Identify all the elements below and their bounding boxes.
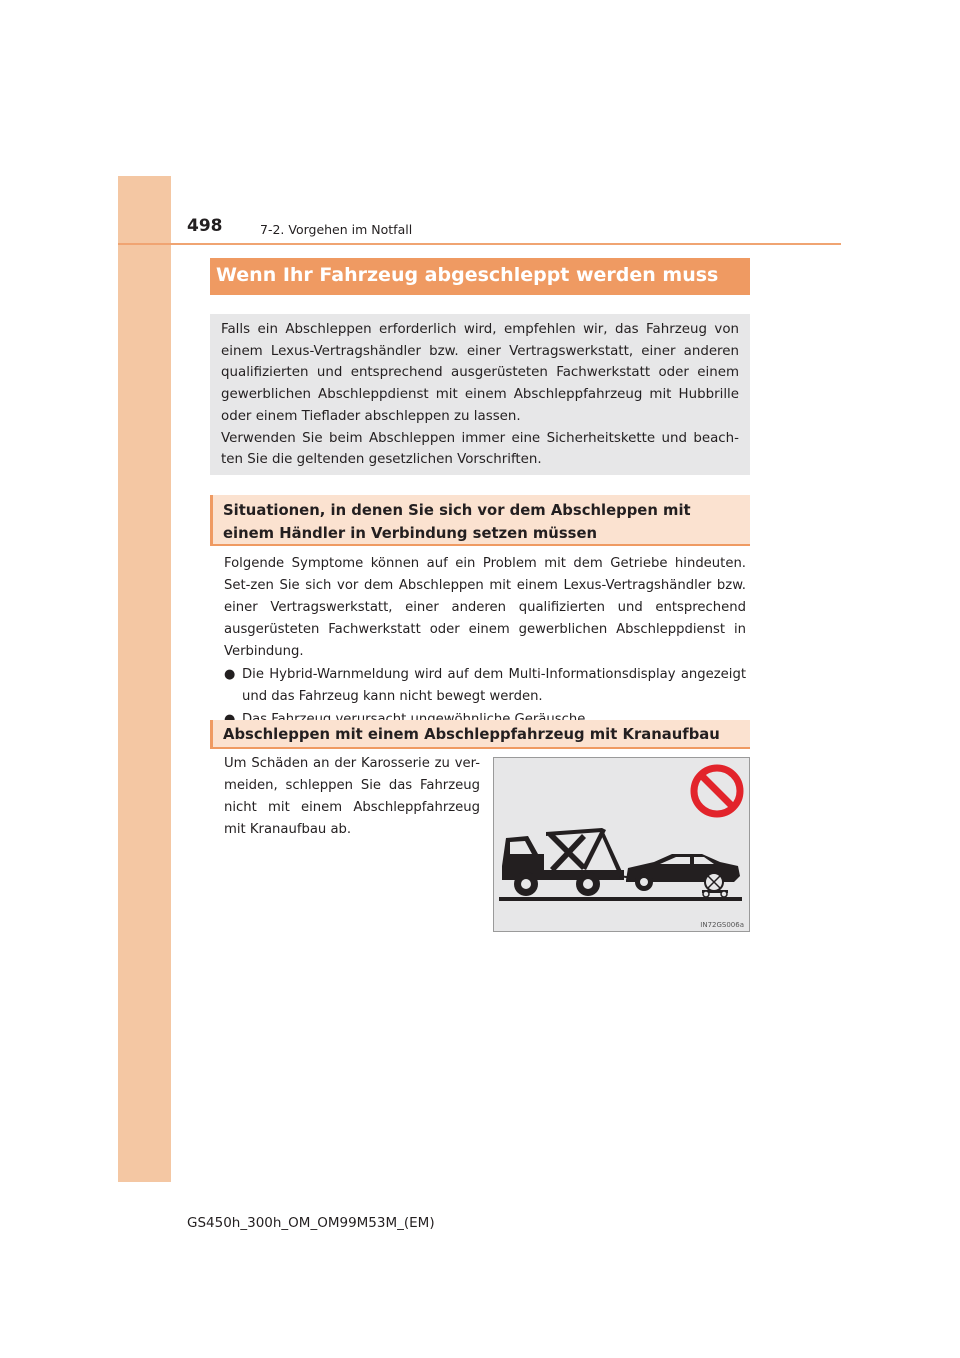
list-item-text: Die Hybrid-Warnmeldung wird auf dem Multi-Informationsdisplay angezeigt und das Fahrzeug kann nicht bewegt werden. xyxy=(242,667,746,704)
side-tab-strip xyxy=(118,176,171,1182)
main-title: Wenn Ihr Fahrzeug abgeschleppt werden muss xyxy=(216,264,719,286)
dealer-section-heading-text: Situationen, in denen Sie sich vor dem Abschleppen mit einem Händler in Verbindung setzen müssen xyxy=(223,502,691,542)
car-wheel-hub xyxy=(640,878,648,886)
crane-section-body xyxy=(224,753,480,841)
dealer-section-paragraph: Folgende Symptome können auf ein Problem mit dem Getriebe hindeuten. Set-zen Sie sich vor dem Abschleppen mit einem Lexus-Vertragshändler bzw. einer Vertragswerkstatt, einer anderen qualifizierten und entsprechend ausgerüsteten Fachwerkstatt oder einem gewerblichen Abschleppdienst in Verbindung. xyxy=(224,556,746,659)
truck-wheel-hub xyxy=(583,879,593,889)
tow-truck-drawing xyxy=(494,758,749,931)
crane-section-paragraph: Um Schäden an der Karosserie zu ver-meiden, schleppen Sie das Fahrzeug nicht mit einem Abschleppfahrzeug mit Kranaufbau ab. xyxy=(224,756,480,837)
footer-model-code: GS450h_300h_OM_OM99M53M_(EM) xyxy=(187,1215,435,1231)
page-number: 498 xyxy=(187,216,223,236)
intro-box xyxy=(210,314,750,475)
bullet-icon: ● xyxy=(224,667,236,682)
dealer-section-heading xyxy=(210,495,750,546)
truck-wheel-hub xyxy=(521,879,531,889)
figure-code: IN72GS006a xyxy=(700,921,744,929)
tow-truck-illustration xyxy=(493,757,750,932)
header-rule xyxy=(118,243,841,245)
crane-section-heading-text: Abschleppen mit einem Abschleppfahrzeug mit Kranaufbau xyxy=(223,726,720,743)
main-title-bar xyxy=(210,258,750,295)
intro-paragraph-1: Falls ein Abschleppen erforderlich wird, empfehlen wir, das Fahrzeug von einem Lexus-Vertragshändler bzw. einer Vertragswerkstatt, einer anderen qualifizierten und entsprechend ausgerüsteten Fachwerkstatt oder einem gewerblichen Abschleppdienst mit einem Abschleppfahrzeug mit Hubbrille oder einem Tieflader abschleppen zu lassen. xyxy=(221,322,739,424)
list-item xyxy=(224,664,746,708)
prohibition-sign-icon xyxy=(694,768,740,814)
crane-section-heading xyxy=(210,720,750,749)
intro-paragraph-2: Verwenden Sie beim Abschleppen immer eine Sicherheitskette und beach-ten Sie die geltenden gesetzlichen Vorschriften. xyxy=(221,430,739,468)
section-label: 7-2. Vorgehen im Notfall xyxy=(260,222,413,237)
crane-beam xyxy=(546,828,602,836)
dealer-section-body xyxy=(224,553,746,731)
